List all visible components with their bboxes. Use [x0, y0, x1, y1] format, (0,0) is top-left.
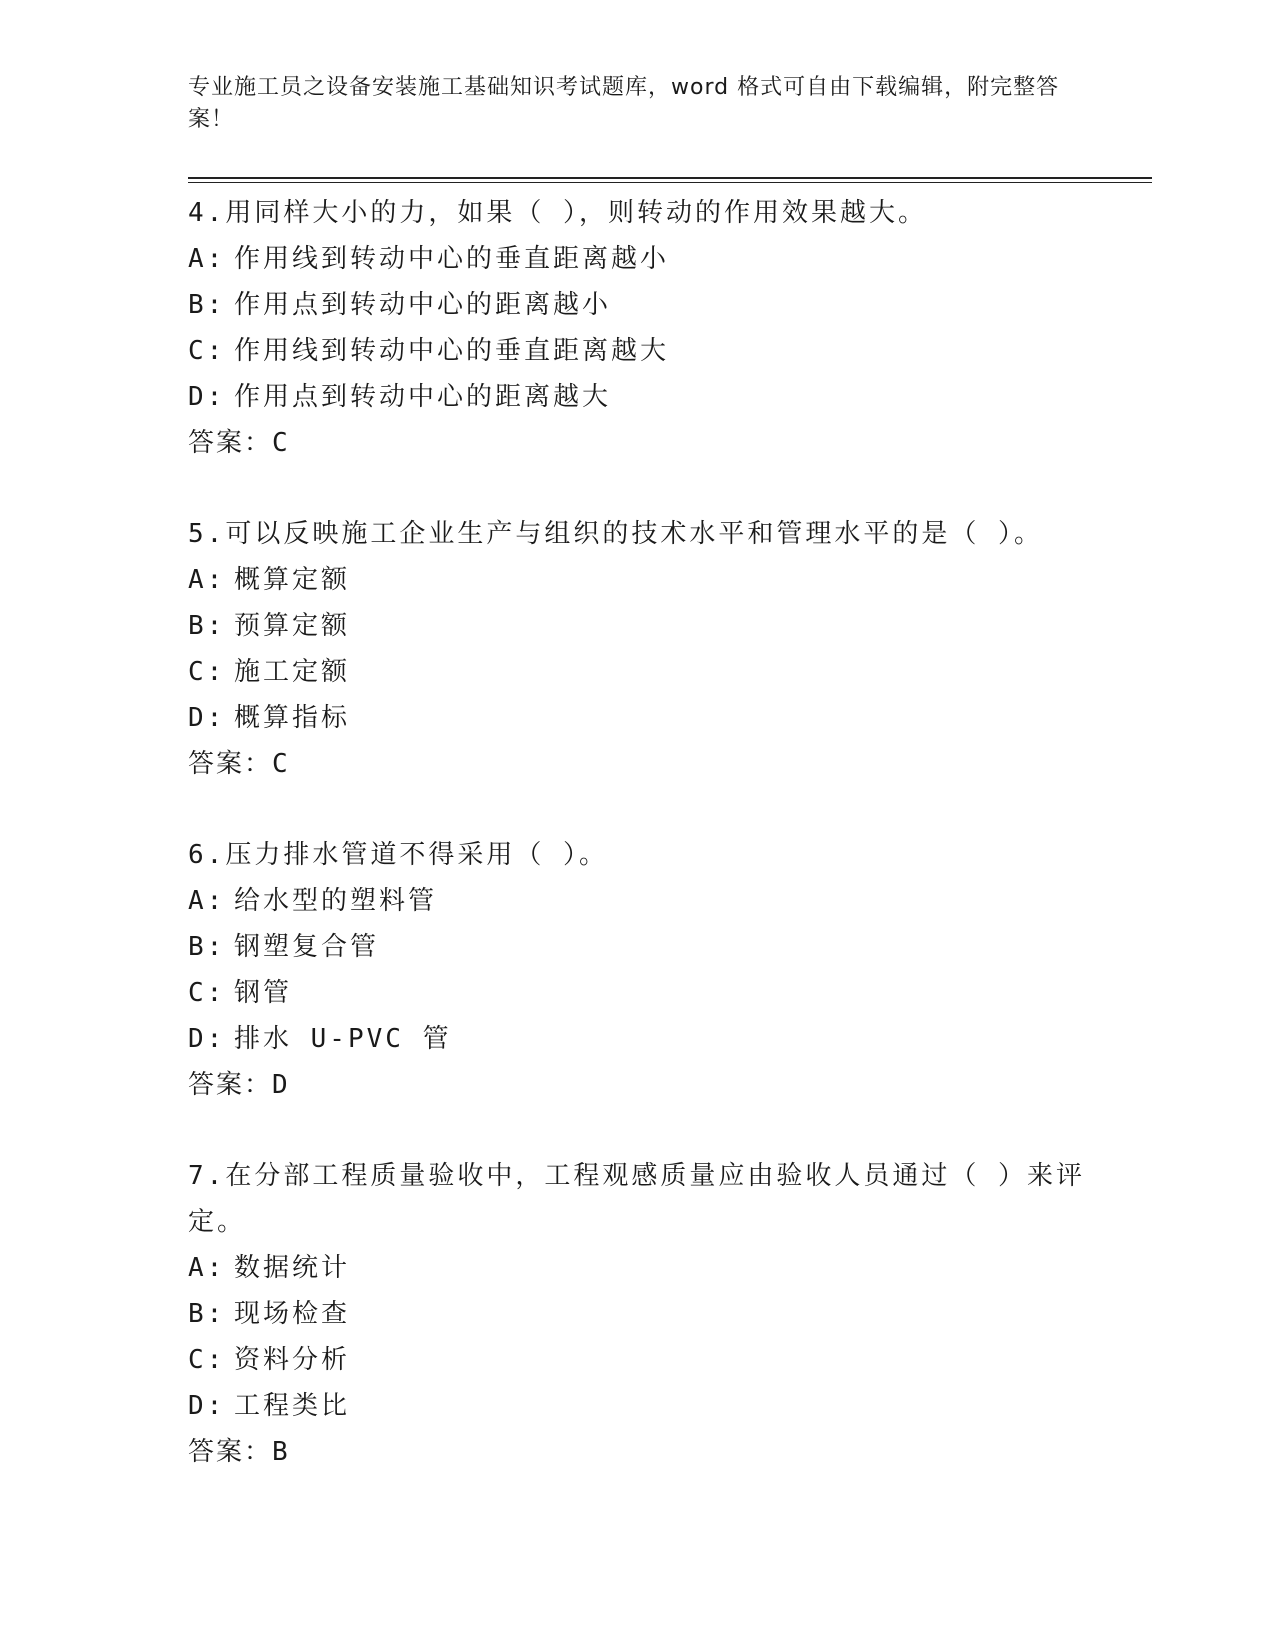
option-key: D:	[188, 382, 226, 412]
option-text: 现场检查	[234, 1299, 351, 1329]
answer-label: 答案：	[188, 1070, 273, 1100]
question-number: 6.	[188, 840, 226, 870]
answer-value: B	[272, 1437, 288, 1467]
header-divider-thick	[188, 177, 1152, 179]
option-d	[188, 695, 1088, 741]
answer-label: 答案：	[188, 428, 273, 458]
option-text: 数据统计	[234, 1253, 351, 1283]
option-key: D:	[188, 703, 226, 733]
option-text: 给水型的塑料管	[234, 886, 438, 916]
option-b	[188, 603, 1088, 649]
option-text: 钢管	[234, 978, 293, 1008]
option-d	[188, 374, 1088, 420]
option-c	[188, 328, 1088, 374]
option-key: C:	[188, 1345, 226, 1375]
question-stem	[188, 190, 1088, 236]
answer-value: C	[272, 428, 288, 458]
option-a	[188, 1245, 1088, 1291]
question-number: 4.	[188, 198, 226, 228]
answer-label: 答案：	[188, 749, 273, 779]
option-d	[188, 1016, 1088, 1062]
question-text: 压力排水管道不得采用（ ）。	[225, 840, 608, 870]
question-text: 用同样大小的力，如果（ ），则转动的作用效果越大。	[225, 198, 927, 228]
option-text: 工程类比	[234, 1391, 351, 1421]
question-item	[188, 511, 1088, 787]
question-number: 7.	[188, 1161, 226, 1191]
document-header: 专业施工员之设备安装施工基础知识考试题库，word 格式可自由下载编辑，附完整答案！	[188, 75, 1060, 132]
option-text: 施工定额	[234, 657, 351, 687]
option-key: D:	[188, 1024, 226, 1054]
question-stem	[188, 832, 1088, 878]
answer-value: C	[272, 749, 288, 779]
answer-line	[188, 420, 1088, 466]
option-key: B:	[188, 1299, 226, 1329]
option-key: B:	[188, 290, 226, 320]
question-item	[188, 190, 1088, 466]
option-text: 作用点到转动中心的距离越大	[234, 382, 612, 412]
option-key: A:	[188, 886, 226, 916]
option-text: 作用线到转动中心的垂直距离越大	[234, 336, 670, 366]
answer-line	[188, 1062, 1088, 1108]
option-text: 资料分析	[234, 1345, 351, 1375]
option-text: 概算指标	[234, 703, 351, 733]
option-key: A:	[188, 565, 226, 595]
option-text: 钢塑复合管	[234, 932, 380, 962]
question-number: 5.	[188, 519, 226, 549]
option-key: B:	[188, 932, 226, 962]
question-text: 在分部工程质量验收中，工程观感质量应由验收人员通过（ ）来评定。	[188, 1161, 1085, 1237]
option-text: 预算定额	[234, 611, 351, 641]
option-key: A:	[188, 1253, 226, 1283]
option-c	[188, 970, 1088, 1016]
answer-value: D	[272, 1070, 288, 1100]
option-key: C:	[188, 657, 226, 687]
option-key: D:	[188, 1391, 226, 1421]
option-a	[188, 878, 1088, 924]
question-item	[188, 832, 1088, 1108]
option-text: 作用点到转动中心的距离越小	[234, 290, 612, 320]
option-key: C:	[188, 978, 226, 1008]
option-text: 排水 U-PVC 管	[234, 1024, 452, 1054]
option-key: B:	[188, 611, 226, 641]
option-text: 作用线到转动中心的垂直距离越小	[234, 244, 670, 274]
option-a	[188, 236, 1088, 282]
option-text: 概算定额	[234, 565, 351, 595]
option-c	[188, 649, 1088, 695]
option-b	[188, 924, 1088, 970]
question-text: 可以反映施工企业生产与组织的技术水平和管理水平的是（ ）。	[225, 519, 1043, 549]
option-a	[188, 557, 1088, 603]
question-stem	[188, 1153, 1088, 1245]
answer-line	[188, 1429, 1088, 1475]
question-stem	[188, 511, 1088, 557]
header-divider-thin	[188, 182, 1152, 183]
answer-line	[188, 741, 1088, 787]
option-key: C:	[188, 336, 226, 366]
question-list	[188, 190, 1088, 1520]
question-item	[188, 1153, 1088, 1475]
option-b	[188, 282, 1088, 328]
option-d	[188, 1383, 1088, 1429]
option-b	[188, 1291, 1088, 1337]
option-key: A:	[188, 244, 226, 274]
answer-label: 答案：	[188, 1437, 273, 1467]
option-c	[188, 1337, 1088, 1383]
